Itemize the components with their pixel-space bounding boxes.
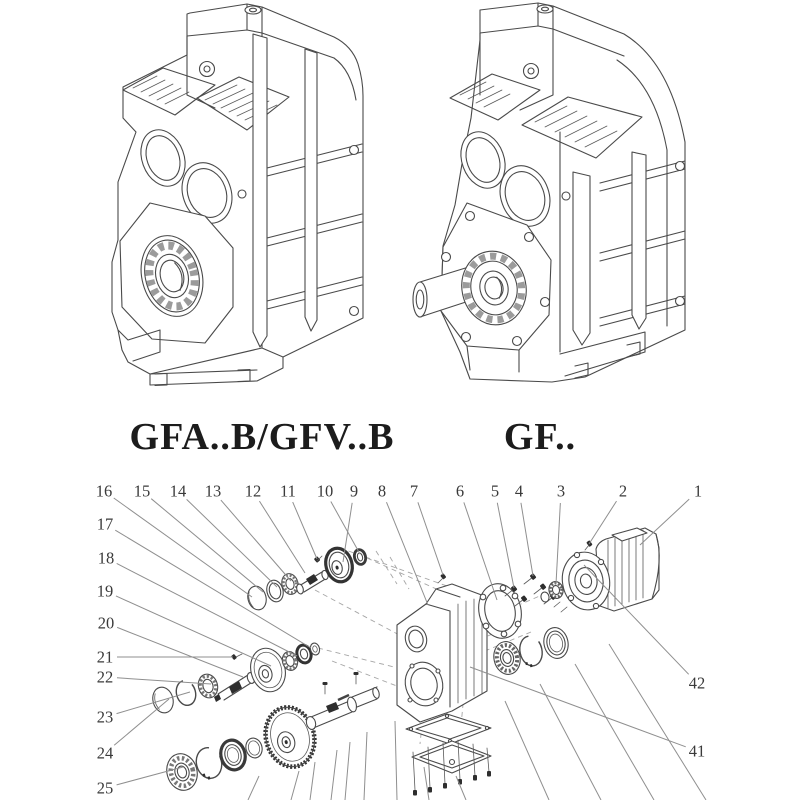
leader-line-6 bbox=[464, 502, 497, 600]
callout-1: 1 bbox=[693, 481, 703, 501]
shaft-keys bbox=[323, 672, 359, 694]
truncated-leader-11 bbox=[540, 684, 601, 800]
leader-line-22 bbox=[117, 678, 211, 684]
callout-23: 23 bbox=[96, 707, 114, 727]
leader-line-20 bbox=[117, 627, 243, 677]
spacer-washer bbox=[353, 548, 368, 565]
truncated-leader-7 bbox=[395, 721, 397, 800]
callout-2: 2 bbox=[618, 481, 628, 501]
output-shaft bbox=[305, 687, 380, 731]
truncated-leader-2 bbox=[291, 771, 299, 800]
callout-11: 11 bbox=[280, 481, 296, 501]
retaining-ring bbox=[517, 634, 545, 669]
tie-rod-strap bbox=[573, 172, 590, 345]
tie-rod-strap bbox=[632, 152, 646, 329]
callout-18: 18 bbox=[97, 548, 115, 568]
callout-20: 20 bbox=[97, 613, 115, 633]
oil-port bbox=[245, 6, 261, 14]
truncated-leader-8 bbox=[424, 767, 429, 800]
oil-port bbox=[537, 5, 553, 13]
truncated-leader-12 bbox=[575, 664, 654, 800]
truncated-leader-5 bbox=[345, 742, 350, 800]
exploded-view bbox=[96, 482, 706, 800]
leader-line-13 bbox=[221, 500, 291, 581]
leader-line-11 bbox=[293, 502, 317, 559]
tie-rod-strap bbox=[253, 34, 267, 347]
lifting-hole bbox=[524, 64, 539, 79]
truncated-leader-4 bbox=[331, 750, 337, 800]
truncated-leader-13 bbox=[609, 644, 706, 800]
bottom-cover-assembly bbox=[406, 714, 491, 796]
callout-4: 4 bbox=[514, 481, 524, 501]
model-label-right: GF.. bbox=[503, 416, 577, 458]
callout-16: 16 bbox=[95, 481, 113, 501]
truncated-leader-6 bbox=[364, 732, 367, 800]
callout-15: 15 bbox=[133, 481, 151, 501]
leader-line-5 bbox=[497, 503, 514, 588]
callout-12: 12 bbox=[244, 481, 262, 501]
callout-5: 5 bbox=[490, 481, 500, 501]
gearbox-drawing-solid-shaft bbox=[413, 3, 685, 382]
housing-bolt bbox=[440, 573, 446, 579]
model-label-left: GFA..B/GFV..B bbox=[129, 416, 395, 458]
leader-line-7 bbox=[418, 502, 443, 575]
tie-rod-strap bbox=[305, 49, 317, 331]
leader-line-1 bbox=[640, 499, 689, 545]
leader-line-15 bbox=[151, 499, 263, 592]
exploded-housing bbox=[397, 573, 487, 722]
truncated-leader-1 bbox=[248, 776, 259, 800]
callout-3: 3 bbox=[556, 481, 566, 501]
callout-7: 7 bbox=[409, 481, 419, 501]
callout-25: 25 bbox=[96, 778, 114, 798]
leader-line-12 bbox=[259, 501, 305, 573]
leader-line-18 bbox=[117, 563, 297, 656]
leader-line-3 bbox=[556, 503, 560, 584]
output-gear bbox=[259, 702, 321, 772]
output-bearing bbox=[491, 639, 523, 677]
truncated-leader-3 bbox=[310, 762, 315, 800]
gearbox-drawing-hollow-shaft bbox=[112, 4, 363, 386]
stage2-gear bbox=[246, 644, 290, 695]
callout-9: 9 bbox=[349, 481, 359, 501]
leader-line-4 bbox=[521, 503, 533, 576]
leader-line-8 bbox=[386, 502, 428, 605]
callout-13: 13 bbox=[204, 481, 222, 501]
input-shaft-assembly bbox=[245, 545, 367, 612]
truncated-leader-10 bbox=[505, 701, 549, 800]
callout-19: 19 bbox=[96, 581, 114, 601]
callout-14: 14 bbox=[169, 481, 187, 501]
callout-8: 8 bbox=[377, 481, 387, 501]
callout-42: 42 bbox=[688, 673, 706, 693]
callout-22: 22 bbox=[96, 667, 114, 687]
callout-6: 6 bbox=[455, 481, 465, 501]
ball-bearing bbox=[163, 750, 202, 794]
callout-21: 21 bbox=[96, 647, 114, 667]
callout-17: 17 bbox=[96, 514, 114, 534]
oil-seal-ring bbox=[541, 625, 571, 660]
callout-24: 24 bbox=[96, 743, 114, 763]
lifting-hole bbox=[200, 62, 215, 77]
leader-line-41 bbox=[470, 667, 686, 747]
leader-line-16 bbox=[114, 498, 252, 597]
callout-10: 10 bbox=[316, 481, 334, 501]
callout-41: 41 bbox=[688, 741, 706, 761]
